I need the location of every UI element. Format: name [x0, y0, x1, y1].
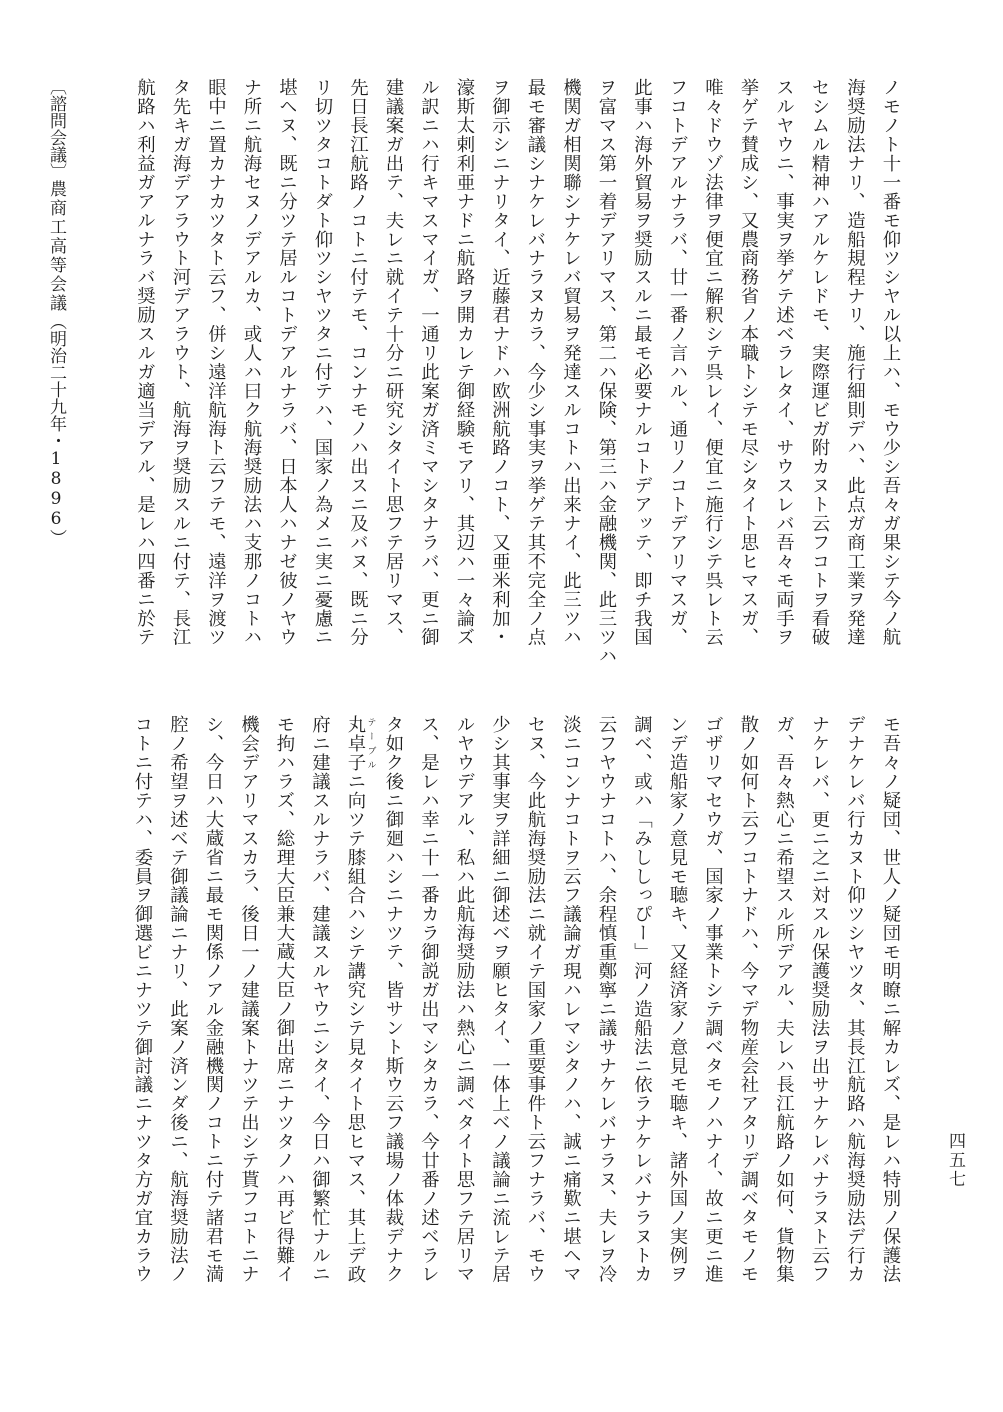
text-column: ヲ御示シニナリタイ、近藤君ナドハ欧洲航路ノコト、又亜米利加・	[489, 78, 511, 647]
text-column: 最モ審議シナケレバナラヌカラ、今少シ事実ヲ挙ゲテ其不完全ノ点	[525, 78, 546, 647]
text-column: シ、今日ハ大蔵省ニ最モ関係ノアル金融機関ノコトニ付テ諸君モ満	[203, 715, 224, 1284]
text-column: 建議案ガ出テ、夫レニ就イテ十分ニ研究シタイト思フテ居リマス、	[383, 78, 404, 647]
text-column: 府ニ建議スルナラバ、建議スルヤウニシタイ、今日ハ御繁忙ナルニ	[309, 715, 331, 1284]
text-column: モ吾々ノ疑団、世人ノ疑団モ明瞭ニ解カレズ、是レハ特別ノ保護法	[880, 715, 901, 1284]
text-column: 濠斯太剌利亜ナドニ航路ヲ開カレテ御経験モアリ、其辺ハ一々論ズ	[454, 78, 475, 647]
page-number: 四五七	[945, 1132, 965, 1189]
text-column: デナケレバ行カヌト仰ツシヤツタ、其長江航路ハ航海奨励法デ行カ	[844, 715, 866, 1284]
text-column ruby-column	[338, 715, 376, 1335]
text-column: ス、是レハ幸ニ十一番カラ御説ガ出マシタカラ、今廿番ノ述ベラレ	[418, 715, 440, 1284]
text-column: ヲ富マス第一着デアリマス、第二ハ保険、第三ハ金融機関、此三ツハ	[596, 78, 617, 666]
text-column: 挙ゲテ賛成シ、又農商務省ノ本職トシテモ尽シタイト思ヒマスガ、	[738, 78, 759, 647]
text-column: ノモノト十一番モ仰ツシヤル以上ハ、モウ少シ吾々ガ果シテ今ノ航	[880, 78, 901, 647]
text-column: 散ノ如何ト云フコトナドハ、今マデ物産会社アタリデ調ベタモノモ	[738, 715, 759, 1284]
text-column: タ先キガ海デアラウト河デアラウト、航海ヲ奨励スルニ付テ、長江	[170, 78, 191, 647]
text-column: フコトデアルナラバ、廿一番ノ言ハル、通リノコトデアリマスガ、	[667, 78, 688, 647]
text-column: ナ所ニ航海セヌノデアルカ、或人ハ曰ク航海奨励法ハ支那ノコトハ	[241, 78, 262, 647]
text-column: 航路ハ利益ガアルナラバ奨励スルガ適当デアル、是レハ四番ニ於テ	[134, 78, 156, 647]
text-column: ゴザリマセウガ、国家ノ事業トシテ調ベタモノハナイ、故ニ更ニ進	[702, 715, 724, 1284]
text-column: コトニ付テハ、委員ヲ御選ビニナツテ御討議ニナツタ方ガ宜カラウ	[132, 715, 153, 1284]
text-column: 此事ハ海外貿易ヲ奨励スルニ最モ必要ナルコトデアッテ、即チ我国	[631, 78, 653, 647]
text-column: ンデ造船家ノ意見モ聴キ、又経済家ノ意見モ聴キ、諸外国ノ実例ヲ	[667, 715, 688, 1284]
text-column: 海奨励法ナリ、造船規程ナリ、施行細則デハ、此点ガ商工業ヲ発達	[844, 78, 866, 647]
text-column: 腔ノ希望ヲ述ベテ御議論ニナリ、此案ノ済ンダ後ニ、航海奨励法ノ	[167, 715, 189, 1284]
text-column: 少シ其事実ヲ詳細ニ御述ベヲ願ヒタイ、一体上ベノ議論ニ流レテ居	[489, 715, 511, 1284]
text-column: ルヤウデアル、私ハ此航海奨励法ハ熱心ニ調ベタイト思フテ居リマ	[454, 715, 475, 1284]
text-column: 堪ヘヌ、既ニ分ツテ居ルコトデアルナラバ、日本人ハナゼ彼ノヤウ	[276, 78, 298, 647]
text-column: 機関ガ相関聯シナケレバ貿易ヲ発達スルコトハ出来ナイ、此三ツハ	[560, 78, 582, 647]
text-column: 眼中ニ置カナカツタト云フ、併シ遠洋航海ト云フテモ、遠洋ヲ渡ツ	[205, 78, 227, 647]
text-column: ル訳ニハ行キマスマイガ、一通リ此案ガ済ミマシタナラバ、更ニ御	[418, 78, 440, 647]
lower-text-block	[88, 715, 908, 1335]
ruby-annotation: 丸卓子 テーブル	[345, 715, 376, 772]
text-column: スルヤウニ、事実ヲ挙ゲテ述ベラレタイ、サウスレバ吾々モ両手ヲ	[773, 78, 795, 647]
ruby-reading: テーブル	[365, 715, 376, 772]
text-column: 機会デアリマスカラ、後日一ノ建議案トナツテ出シテ貰フコトニナ	[238, 715, 260, 1284]
text-column: モ拘ハラズ、総理大臣兼大蔵大臣ノ御出席ニナツタノハ再ビ得難イ	[274, 715, 295, 1284]
text-column: セシムル精神ハアルケレドモ、実際運ビガ附カヌト云フコトヲ看破	[809, 78, 830, 647]
text-column: セヌ、今此航海奨励法ニ就イテ国家ノ重要事件ト云フナラバ、モウ	[525, 715, 546, 1284]
text-column: ガ、吾々熱心ニ希望スル所デアル、夫レハ長江航路ノ如何、貨物集	[773, 715, 795, 1284]
text-column: タ如ク後ニ御廻ハシニナツテ、皆サント斯ウ云フ議場ノ体裁デナク	[383, 715, 404, 1284]
text-column: ナケレバ、更ニ之ニ対スル保護奨励法ヲ出サナケレバナラヌト云フ	[809, 715, 830, 1284]
text-column: リ切ツタコトダト仰ツシヤツタニ付テハ、国家ノ為メニ実ニ憂慮ニ	[312, 78, 333, 647]
publication-year: （明治二十九年・1896）	[46, 313, 66, 546]
text-column: 淡ニコンナコトヲ云フ議論ガ現ハレマシタノハ、誠ニ痛歎ニ堪ヘマ	[560, 715, 582, 1284]
ruby-column-rest: ニ向ツテ膝組合ハシテ講究シテ見タイト思ヒマス、其上デ政	[345, 771, 366, 1284]
section-label: 〔諮問会議〕	[46, 78, 66, 180]
text-column: 調ベ、或ハ「みししっぴー」河ノ造船法ニ依ラナケレバナラヌトカ	[631, 715, 653, 1284]
text-column: 先日長江航路ノコトニ付テモ、コンナモノハ出スニ及バヌ、既ニ分	[347, 78, 369, 647]
text-column: 唯々ドウゾ法律ヲ便宜ニ解釈シテ呉レイ、便宜ニ施行シテ呉レト云	[702, 78, 724, 647]
text-column: 云フヤウナコトハ、余程慎重鄭寧ニ議サナケレバナラヌ、夫レヲ冷	[596, 715, 617, 1284]
upper-text-block	[88, 78, 908, 698]
publication-title: 農商工高等会議	[46, 180, 66, 313]
running-header	[36, 78, 76, 638]
